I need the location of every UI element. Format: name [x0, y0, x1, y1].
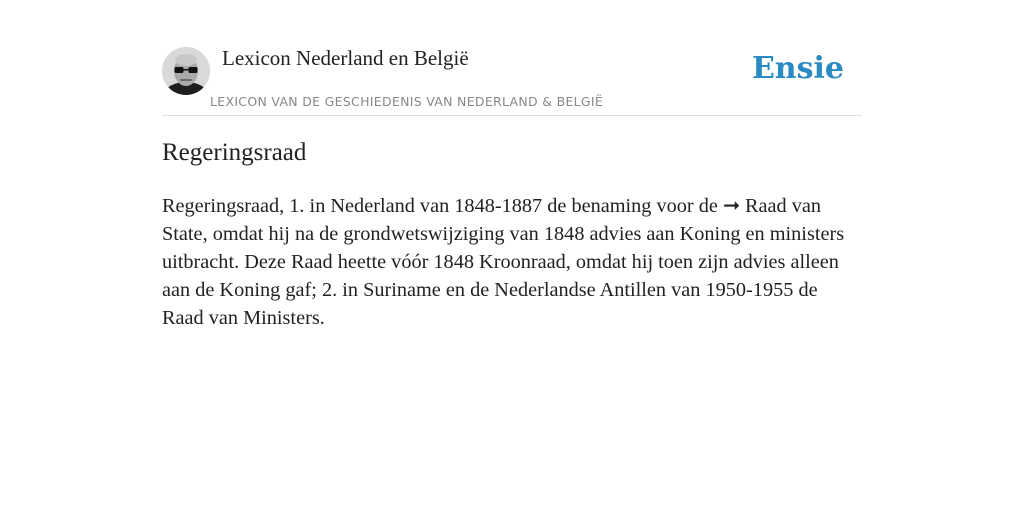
body-text-end: , omdat hij na de grondwetswijziging van 1848 advies aan Koning en ministers uitbracht. Deze Raad heette vóór 1848 Kroonraad, omdat hij toen zijn advies alleen aan de Koning gaf; 2. in Suriname en de Nederlandse Antillen van 1950-1955 de Raad van Ministers.	[162, 223, 845, 329]
lexicon-subtitle[interactable]: LEXICON VAN DE GESCHIEDENIS VAN NEDERLAND & BELGIË	[210, 94, 604, 109]
author-portrait-icon	[162, 47, 210, 95]
page-container	[162, 0, 862, 329]
body-text-start: Regeringsraad, 1. in Nederland van 1848-1887 de benaming voor de	[162, 195, 723, 217]
author-name[interactable]: Lexicon Nederland en België	[222, 46, 469, 70]
right-arrow-icon: ➞	[722, 195, 740, 217]
article-body	[162, 192, 862, 332]
header	[162, 0, 862, 116]
brand-logo[interactable]: Ensie	[751, 51, 844, 86]
page-title: Regeringsraad	[162, 139, 307, 166]
author-avatar[interactable]	[162, 47, 210, 95]
link-text: Raad van State	[162, 195, 822, 245]
